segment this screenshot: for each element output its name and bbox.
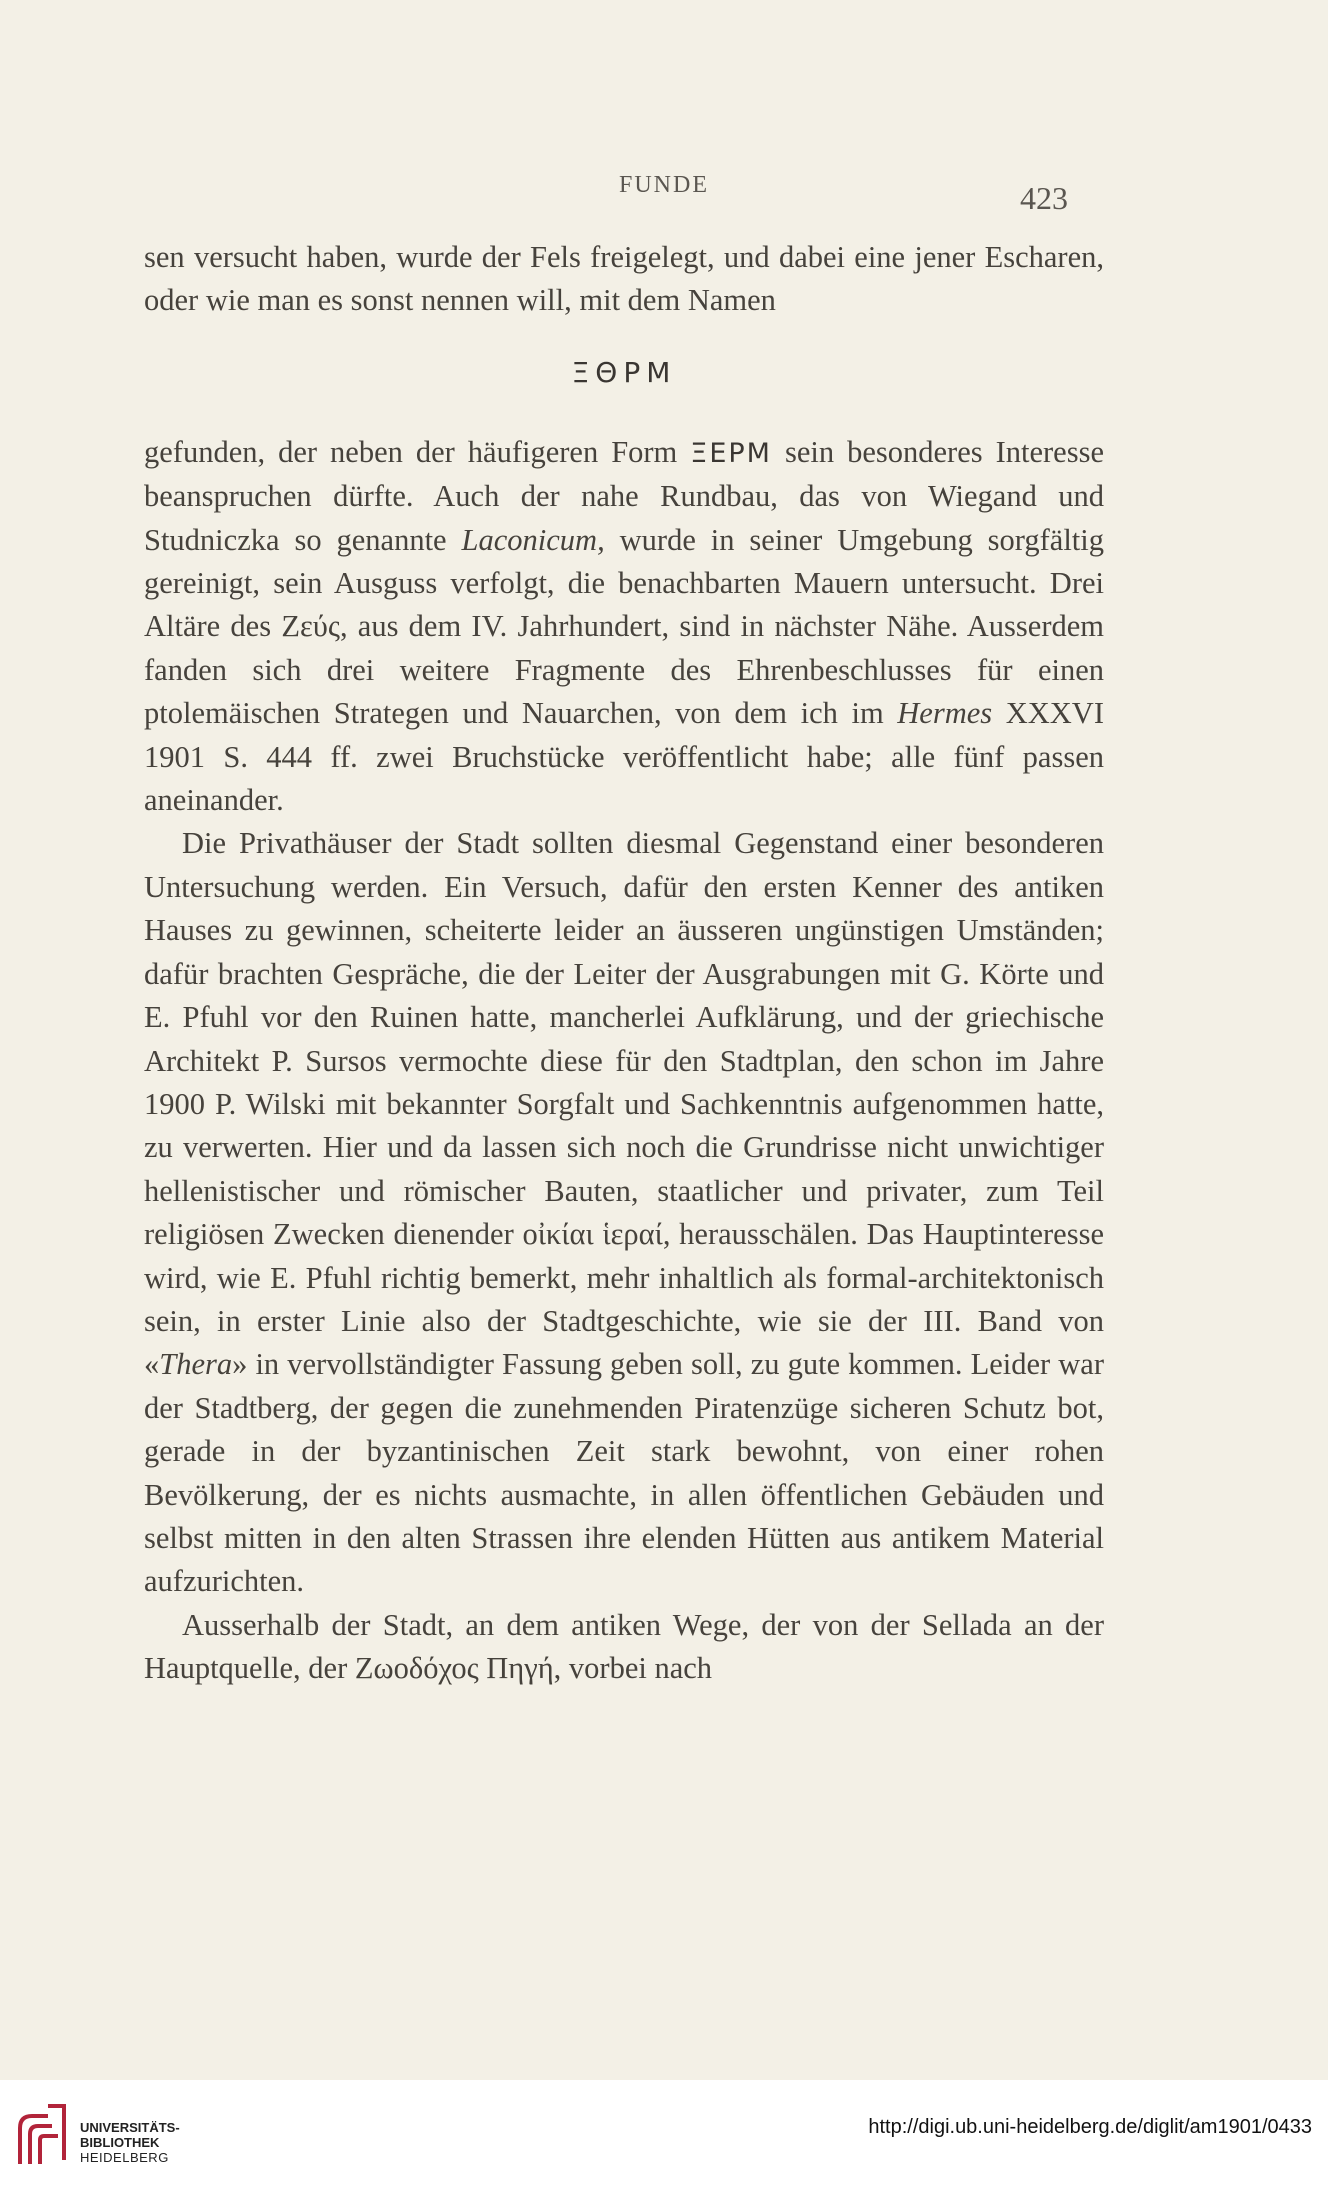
library-name-line-2: BIBLIOTHEK bbox=[80, 2135, 160, 2150]
text-run: Die Privathäuser der Stadt sollten diesmal Gegenstand einer besonderen Untersuchung werden. Ein Versuch, dafür den ersten Kenner des antiken Hauses zu gewinnen, scheiterte leider an äusseren ungünstigen Umständen; dafür brachten Gespräche, die der Leiter der Ausgrabungen mit G. Körte und E. Pfuhl vor den Ruinen hatte, mancherlei Aufklärung, und der griechische Architekt P. Sursos vermochte diese für den Stadtplan, den schon im Jahre 1900 P. Wilski mit bekannter Sorgfalt und Sachkenntnis aufgenommen hatte, zu verwerten. Hier und da lassen sich noch die Grundrisse nicht unwichtiger hellenistischer und römischer Bauten, staatlicher und privater, zum Teil religiösen Zwecken dienender οἰκίαι ἱεραί, herausschälen. Das Hauptinteresse wird, wie E. Pfuhl richtig bemerkt, mehr inhaltlich als formal-architektonisch sein, in erster Linie also der Stadtgeschichte, wie sie der III. Band von « bbox=[144, 826, 1104, 1382]
ub-heidelberg-logo-icon bbox=[12, 2098, 72, 2170]
text-run: wurde in seiner Umgebung sorgfältig gereinigt, sein Ausguss verfolgt, die benachbarten Mauern untersucht. Drei Altäre des Ζεύς, aus dem IV. Jahrhundert, sind in nächster Nähe. Ausserdem fanden sich drei weitere Fragmente des Ehrenbeschlusses für einen ptolemäischen Strategen und Nauarchen, von dem ich im bbox=[144, 522, 1104, 731]
text-run: sein besonderes Interesse beanspruchen dürfte. Auch der nahe Rundbau, das von Wiegand und Studniczka so genannte bbox=[144, 434, 1104, 557]
text-run: XXXVI 1901 S. 444 ff. zwei Bruchstücke veröffentlicht habe; alle fünf passen aneinander. bbox=[144, 696, 1104, 818]
paragraph-3: Ausserhalb der Stadt, an dem antiken Wege, der von der Sellada an der Hauptquelle, der Ζωοδόχος Πηγή, vorbei nach bbox=[144, 1607, 1104, 1686]
library-name-line-1: UNIVERSITÄTS- bbox=[80, 2120, 180, 2135]
paragraph-1-continued bbox=[144, 431, 1104, 823]
inscription-epsilon-form: ΞΕΡΜ bbox=[690, 437, 772, 469]
page-number: 423 bbox=[1020, 180, 1068, 216]
permalink-url[interactable]: http://digi.ub.uni-heidelberg.de/diglit/am1901/0433 bbox=[868, 2116, 1312, 2138]
library-name bbox=[80, 2120, 180, 2165]
italic-term: Laconicum, bbox=[461, 522, 605, 557]
italic-term: Thera bbox=[159, 1347, 233, 1382]
italic-term: Hermes bbox=[897, 696, 993, 731]
text-run: gefunden, der neben der häufigeren Form bbox=[144, 434, 691, 469]
text-run: » in vervollständigter Fassung geben soll, zu gute kommen. Leider war der Stadtberg, der gegen die zunehmenden Piratenzüge sicheren Schutz bot, gerade in der byzantinischen Zeit stark bewohnt, von einer rohen Bevölkerung, der es nichts ausmachte, in allen öffentlichen Gebäuden und selbst mitten in den alten Strassen ihre elenden Hütten aus antikem Material aufzurichten. bbox=[144, 1347, 1104, 1599]
library-name-line-3: HEIDELBERG bbox=[80, 2150, 169, 2165]
body-text bbox=[144, 236, 1104, 1691]
inscription-eta-form: ΞΘΡΜ bbox=[571, 355, 677, 389]
paragraph-2 bbox=[144, 822, 1104, 1603]
running-title: FUNDE bbox=[618, 172, 709, 198]
paragraph-1-opening: sen versucht haben, wurde der Fels freigelegt, und dabei eine jener Escharen, oder wie man es sonst nennen will, mit dem Namen bbox=[144, 240, 1104, 318]
